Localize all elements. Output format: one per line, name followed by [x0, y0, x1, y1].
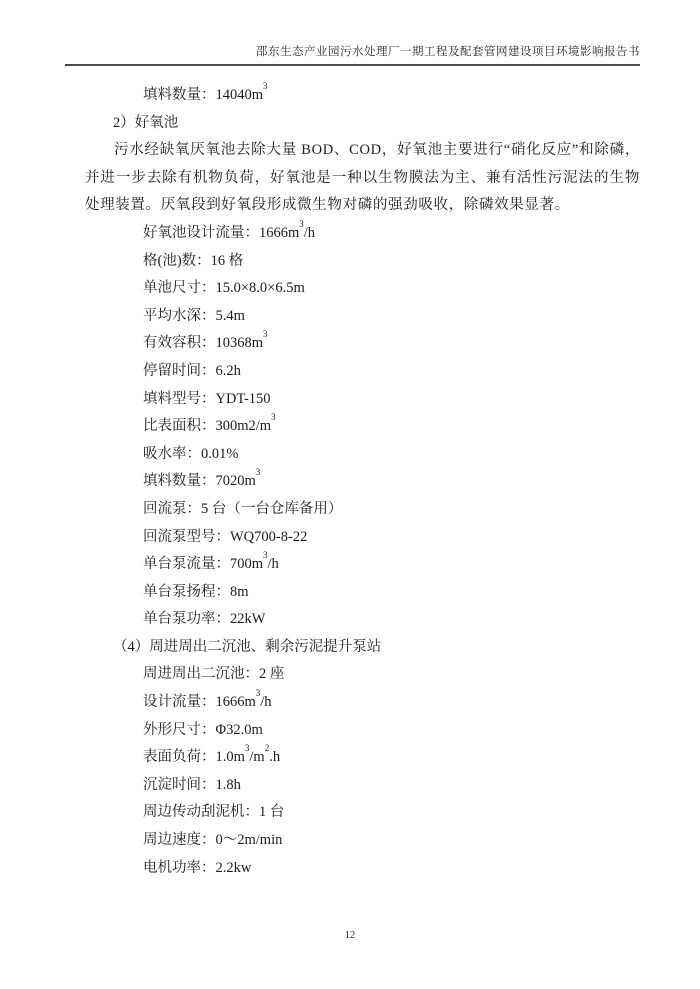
spec-line [85, 551, 640, 579]
text-run: 周进周出二沉池：2 座 [143, 666, 285, 683]
spec-line [85, 827, 640, 855]
text-run: /h [267, 556, 279, 573]
spec-line [85, 441, 640, 469]
text-run: 格(池)数：16 格 [143, 252, 244, 269]
text-run: 单台泵流量：700m [143, 556, 264, 573]
page-header [65, 0, 640, 66]
text-run: 单池尺寸：15.0×8.0×6.5m [143, 280, 305, 297]
text-run: 回流泵：5 台（一台仓库备用） [143, 500, 343, 517]
superscript: 3 [263, 81, 268, 92]
spec-line [85, 275, 640, 303]
spec-line [85, 717, 640, 745]
superscript: 3 [244, 743, 250, 754]
text-run: 填料数量：7020m [143, 473, 256, 490]
superscript: 3 [255, 467, 261, 478]
text-run: 单台泵扬程：8m [143, 583, 249, 600]
page-number: 12 [344, 930, 356, 941]
text-run: /h [303, 224, 316, 241]
text-run: /m [249, 749, 265, 766]
spec-line [85, 606, 640, 634]
text-run: 平均水深：5.4m [143, 307, 245, 324]
text-run: 表面负荷：1.0m [143, 749, 245, 766]
section-heading [85, 110, 640, 138]
spec-line [85, 386, 640, 414]
text-run: 设计流量：1666m [143, 694, 256, 711]
spec-line [85, 496, 640, 524]
text-run: 沉淀时间：1.8h [143, 776, 241, 793]
spec-line [85, 689, 640, 717]
spec-line [85, 82, 640, 110]
text-run: 吸水率：0.01% [143, 445, 239, 462]
text-run: 回流泵型号：WQ700-8-22 [143, 528, 308, 545]
text-run: 周边速度：0～2m/min [143, 832, 283, 849]
spec-line [85, 220, 640, 248]
text-run: 污水经缺氧厌氧池去除大量 BOD、COD，好氧池主要进行“硝化反应”和除磷，并进一步去除有机物负荷，好氧池是一种以生物膜法为主、兼有活性污泥法的生物处理装置。厌氧段到好氧段形成微生物对磷的强劲吸收，除磷效果显著。 [85, 142, 640, 214]
text-run: 停留时间：6.2h [143, 362, 241, 379]
spec-line [85, 744, 640, 772]
text-run: 电机功率：2.2kw [143, 859, 252, 876]
text-run: 填料数量：14040m [143, 87, 264, 103]
spec-line [85, 772, 640, 800]
spec-line [85, 799, 640, 827]
text-run: （4）周进周出二沉池、剩余污泥提升泵站 [113, 638, 382, 655]
spec-line [85, 330, 640, 358]
document-body [85, 66, 640, 882]
text-run: 好氧池设计流量：1666m [143, 224, 300, 241]
spec-line [85, 661, 640, 689]
spec-line [85, 468, 640, 496]
spec-line [85, 413, 640, 441]
spec-line [85, 303, 640, 331]
spec-line [85, 855, 640, 883]
text-run: 单台泵功率：22kW [143, 611, 266, 628]
superscript: 2 [264, 743, 270, 754]
text-run: .h [269, 749, 281, 766]
superscript: 3 [299, 219, 304, 230]
superscript: 3 [263, 550, 268, 561]
superscript: 3 [263, 329, 268, 340]
spec-line [85, 579, 640, 607]
text-run: 外形尺寸：Φ32.0m [143, 721, 263, 738]
text-run: /h [260, 694, 272, 711]
spec-line [85, 358, 640, 386]
superscript: 3 [271, 412, 276, 423]
superscript: 3 [255, 688, 261, 699]
section-heading [85, 634, 640, 662]
text-run: 周边传动刮泥机：1 台 [143, 804, 285, 821]
spec-line [85, 248, 640, 276]
spec-line [85, 524, 640, 552]
text-run: 填料型号：YDT-150 [143, 390, 271, 407]
text-run: 比表面积：300m2/m [143, 418, 272, 435]
paragraph [85, 137, 640, 220]
text-run: 2）好氧池 [113, 114, 179, 131]
report-title: 邵东生态产业园污水处理厂一期工程及配套管网建设项目环境影响报告书 [256, 46, 640, 58]
text-run: 有效容积：10368m [143, 335, 264, 352]
